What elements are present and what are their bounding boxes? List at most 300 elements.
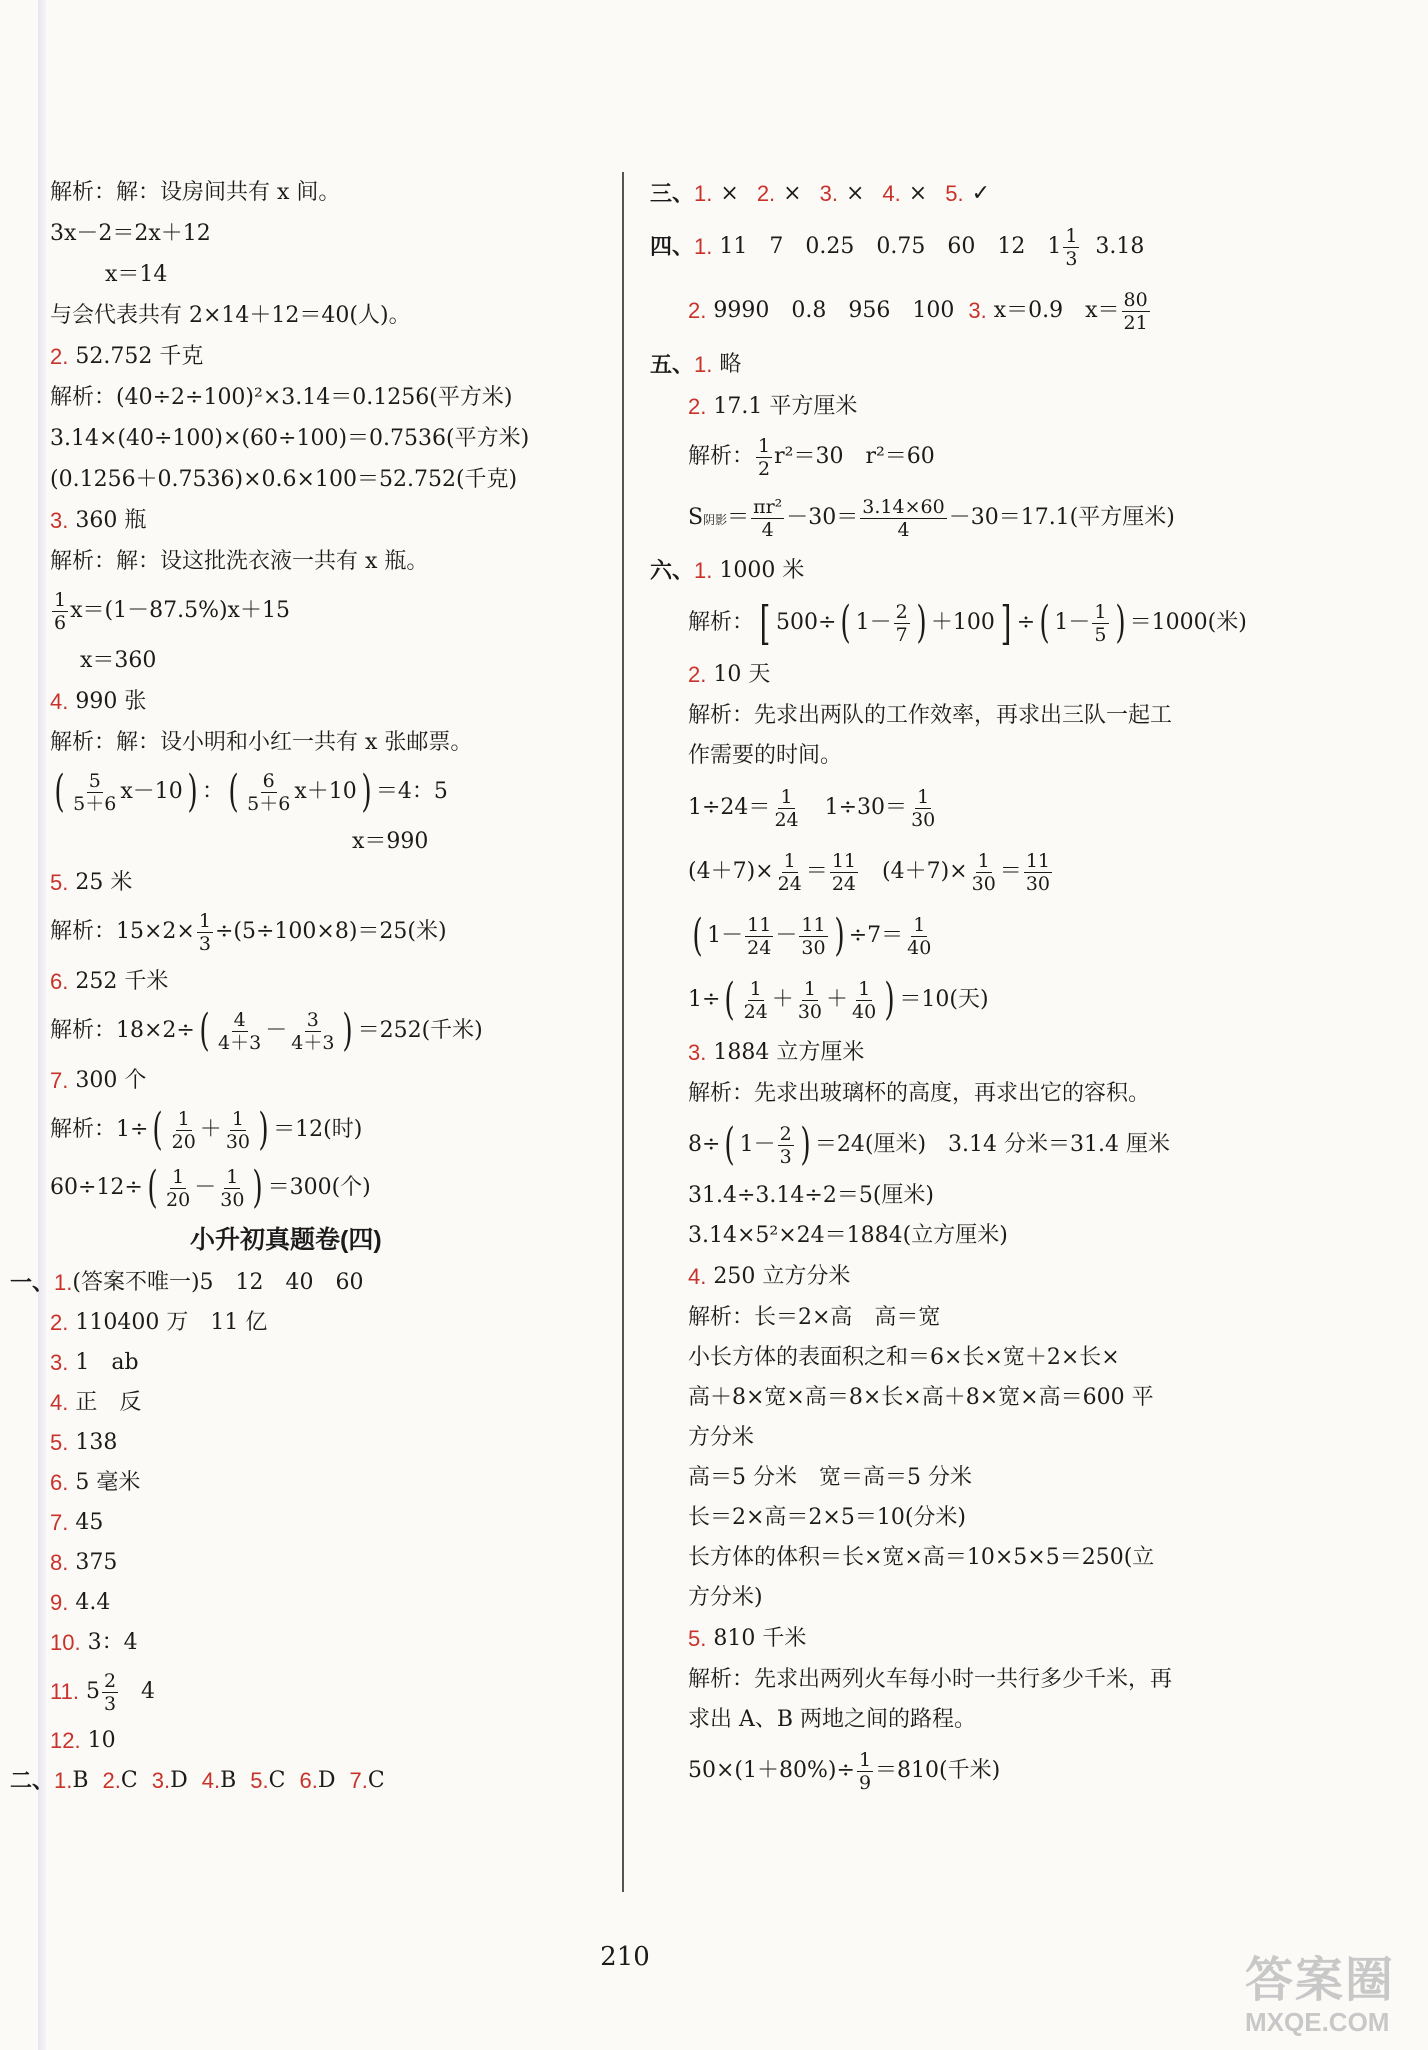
equation-line	[50, 1159, 610, 1217]
solution-text: 解析：先求出玻璃杯的高度，再求出它的容积。	[688, 1081, 1151, 1106]
solution-text: 高＝5 分米 宽＝高＝5 分米	[688, 1465, 972, 1490]
section-label: 三、	[650, 181, 695, 207]
left-bracket: [	[759, 596, 771, 650]
text-line	[650, 736, 1350, 776]
fraction-denominator: 5	[1094, 623, 1107, 646]
text-line	[650, 1378, 1350, 1418]
equation-line	[50, 640, 610, 681]
equation-line	[50, 582, 610, 640]
solution-text: －	[265, 1018, 288, 1043]
fraction	[830, 850, 858, 895]
answer-line	[50, 1060, 610, 1101]
left-paren: (	[840, 597, 852, 648]
fraction-denominator: 6	[54, 611, 67, 634]
fraction	[224, 1108, 252, 1153]
fraction	[796, 978, 824, 1023]
solution-text: 高＋8×宽×高＝8×长×高＋8×宽×高＝600 平	[688, 1385, 1154, 1410]
solution-text: －	[775, 923, 798, 948]
solution-text: ＝300(个)	[267, 1175, 371, 1200]
fraction-numerator: 11	[831, 849, 856, 872]
question-number: 3.	[688, 1040, 707, 1065]
fraction-numerator: 3	[306, 1008, 319, 1031]
left-paren: (	[199, 1005, 210, 1056]
solution-text: S	[688, 505, 704, 530]
equation: x＝14	[105, 261, 168, 287]
answer-text: 1 ab	[75, 1350, 139, 1375]
fraction-numerator: 1	[54, 588, 67, 611]
equation-line	[650, 1114, 1350, 1176]
solution-text: 小长方体的表面积之和＝6×长×宽＋2×长×	[688, 1345, 1120, 1370]
section-label: 五、	[650, 352, 695, 378]
fraction-numerator: 1	[977, 849, 990, 872]
answer-text: x＝0.9 x＝	[993, 298, 1120, 323]
question-number: 4.	[50, 1390, 69, 1415]
text-line	[650, 1700, 1350, 1740]
solution-text: ＋	[826, 987, 849, 1012]
answer-line	[50, 1343, 610, 1383]
answer-line	[650, 216, 1350, 278]
question-number: 6.	[50, 968, 69, 994]
equation-line	[50, 1101, 610, 1159]
solution-text: 1－	[707, 923, 744, 948]
fraction-numerator: 2	[779, 1122, 792, 1145]
answer-text: 360 瓶	[75, 507, 147, 533]
equation: x＋10	[294, 779, 357, 804]
fraction-numerator: 1	[758, 434, 771, 457]
fraction-numerator: 1	[913, 913, 926, 936]
watermark-url: MXQE.COM	[1245, 2007, 1390, 2037]
fraction-denominator: 24	[747, 936, 772, 959]
solution-text: 解析：15×2×	[50, 919, 195, 944]
question-number: 9.	[50, 1590, 69, 1615]
fraction	[850, 978, 878, 1023]
fraction-numerator: 1	[231, 1107, 244, 1130]
fraction	[905, 914, 933, 959]
question-number: 2.	[756, 181, 776, 206]
answer-line	[50, 862, 610, 903]
answer-line	[50, 1423, 610, 1463]
fraction	[857, 1749, 873, 1794]
section-label: 六、	[650, 558, 695, 584]
tf-answer-row	[650, 172, 1350, 216]
fraction-denominator: 5＋6	[73, 792, 117, 815]
answer-text: 略	[719, 352, 742, 377]
fraction-numerator: 1	[858, 977, 871, 1000]
question-number: 3.	[819, 181, 838, 206]
solution-text: 长方体的体积＝长×宽×高＝10×5×5＝250(立	[688, 1545, 1155, 1570]
fraction-numerator: 80	[1123, 288, 1148, 311]
question-number: 5.	[50, 1430, 69, 1455]
section-label: 四、	[650, 234, 695, 260]
fraction-numerator: 1	[198, 909, 211, 932]
answer-text: 25 米	[75, 869, 133, 895]
answer-text: 4.4	[75, 1590, 111, 1615]
choice-answer: C	[367, 1768, 385, 1793]
fraction-numerator: 1	[783, 849, 796, 872]
answer-line	[650, 278, 1350, 344]
fraction	[909, 786, 937, 831]
solution-text: 解析：解：设小明和小红一共有 x 张邮票。	[50, 729, 473, 755]
solution-text: 解析：	[688, 610, 755, 635]
fraction-denominator: 3	[103, 1692, 117, 1715]
fraction-denominator: 24	[774, 808, 799, 831]
subscript: 阴影	[703, 513, 728, 527]
solution-text: －30＝	[786, 505, 859, 530]
right-paren: )	[916, 597, 927, 648]
fraction-denominator: 40	[907, 936, 932, 959]
left-paren: (	[724, 1119, 736, 1170]
text-line	[50, 418, 610, 459]
solution-text: 1－	[739, 1132, 776, 1157]
choice-answer: C	[268, 1768, 286, 1793]
fraction-numerator: πr²	[753, 495, 783, 518]
solution-text: 60÷12÷	[50, 1175, 143, 1200]
text-line	[50, 459, 610, 500]
question-number: 1.	[694, 234, 713, 259]
solution-text: 31.4÷3.14÷2＝5(厘米)	[688, 1183, 934, 1208]
question-number: 11.	[50, 1679, 79, 1704]
text-line	[650, 1176, 1350, 1216]
answer-text: 3：4	[87, 1630, 138, 1655]
fraction-denominator: 30	[801, 936, 826, 959]
fraction-denominator: 24	[831, 872, 856, 895]
solution-text: 8÷	[688, 1132, 721, 1157]
answer-line	[650, 654, 1350, 696]
fraction-denominator: 7	[895, 623, 908, 646]
fraction-numerator: 1	[803, 977, 816, 1000]
answer-line	[650, 1032, 1350, 1074]
answer-line	[650, 386, 1350, 428]
fraction-numerator: 1	[780, 785, 793, 808]
question-number: 1.	[54, 1270, 73, 1295]
solution-text: 长＝2×高＝2×5＝10(分米)	[688, 1505, 967, 1530]
answer-line	[50, 1623, 610, 1663]
fraction	[970, 850, 998, 895]
left-paren: (	[54, 766, 65, 817]
fraction	[1092, 601, 1108, 646]
answer-line	[50, 681, 610, 722]
equation-line	[650, 592, 1350, 654]
solution-text: ＝	[727, 505, 750, 530]
solution-text: 3.14×(40÷100)×(60÷100)＝0.7536(平方米)	[50, 425, 530, 451]
equation-line	[50, 1002, 610, 1060]
answer-line	[50, 1721, 610, 1761]
answer-text: 45	[75, 1510, 104, 1535]
fraction-denominator: 3	[1065, 247, 1078, 270]
solution-text: 1÷	[688, 987, 721, 1012]
equation: x－10	[120, 779, 183, 804]
question-number: 2.	[50, 343, 69, 369]
fraction	[289, 1009, 336, 1054]
answer-line	[50, 336, 610, 377]
text-line	[650, 1074, 1350, 1114]
solution-text: 方分米	[688, 1425, 755, 1450]
text-line	[650, 1498, 1350, 1538]
left-paren: (	[228, 766, 239, 817]
solution-text: (4＋7)×	[860, 859, 968, 884]
solution-text: 解析：解：设这批洗衣液一共有 x 瓶。	[50, 548, 429, 574]
fraction-denominator: 30	[971, 872, 996, 895]
fraction-denominator: 30	[220, 1188, 245, 1211]
solution-text: (4＋7)×	[688, 859, 774, 884]
question-number: 7.	[50, 1510, 69, 1535]
solution-text: －30＝17.1(平方厘米)	[948, 505, 1175, 530]
fraction-numerator: 1	[226, 1165, 239, 1188]
fraction-numerator: 1	[749, 977, 762, 1000]
answer-text: 9990 0.8 956 100	[713, 298, 955, 323]
solution-text: 解析：解：设房间共有 x 间。	[50, 179, 341, 205]
fraction-denominator: 21	[1123, 311, 1148, 334]
question-number: 2.	[688, 394, 707, 419]
watermark-logo	[1245, 1955, 1395, 2037]
fraction-denominator: 3	[198, 932, 211, 955]
equation: 3x－2＝2x＋12	[50, 220, 211, 246]
question-number: 7.	[349, 1768, 368, 1793]
answer-line	[650, 1618, 1350, 1660]
fraction	[778, 1123, 794, 1168]
watermark-text: 答案圈	[1245, 1954, 1396, 2007]
answer-text: 990 张	[75, 688, 147, 714]
question-number: 10.	[50, 1630, 81, 1655]
question-number: 1.	[694, 558, 713, 583]
question-number: 5.	[945, 181, 964, 206]
fraction-numerator: 1	[177, 1107, 190, 1130]
left-paren: (	[724, 974, 736, 1025]
fraction	[799, 914, 827, 959]
solution-text: ＝1000(米)	[1129, 610, 1247, 635]
equation: x＝(1－87.5%)x＋15	[70, 598, 290, 623]
solution-text: 1－	[855, 610, 892, 635]
text-line	[650, 1338, 1350, 1378]
text-line	[650, 696, 1350, 736]
choice-answer: B	[220, 1768, 237, 1793]
fraction-numerator: 1	[917, 785, 930, 808]
fraction-denominator: 4	[897, 518, 910, 541]
solution-text: (0.1256＋0.7536)×0.6×100＝52.752(千克)	[50, 466, 518, 492]
fraction	[742, 978, 770, 1023]
equation-line	[650, 968, 1350, 1032]
equation-line	[50, 254, 610, 295]
solution-text: ＝12(时)	[273, 1117, 363, 1142]
equation: ：	[201, 779, 224, 804]
equation-line	[650, 904, 1350, 968]
solution-text: ＝	[999, 859, 1022, 884]
fraction-denominator: 20	[166, 1188, 191, 1211]
question-number: 6.	[50, 1470, 69, 1495]
right-paren: )	[800, 1119, 811, 1170]
fraction	[245, 770, 292, 815]
solution-text: 3.14×5²×24＝1884(立方厘米)	[688, 1223, 1008, 1248]
left-paren: (	[147, 1162, 158, 1213]
text-line	[650, 1660, 1350, 1700]
solution-text: ＝24(厘米) 3.14 分米＝31.4 厘米	[814, 1132, 1170, 1157]
answer-text: 10 天	[713, 662, 771, 687]
solution-text: 解析：(40÷2÷100)²×3.14＝0.1256(平方米)	[50, 384, 513, 410]
equation-line	[650, 486, 1350, 550]
fraction-numerator: 4	[233, 1008, 246, 1031]
solution-text: 50×(1＋80%)÷	[688, 1758, 855, 1783]
answer-text: 10	[87, 1728, 116, 1753]
fraction	[170, 1108, 198, 1153]
answer-text: 5 毫米	[75, 1470, 141, 1495]
fraction	[52, 589, 68, 634]
question-number: 6.	[299, 1768, 318, 1793]
choice-answer: B	[72, 1768, 89, 1793]
page-title: 小升初真题卷(四)	[190, 1226, 382, 1254]
solution-text: ＝810(千米)	[875, 1758, 1001, 1783]
left-paren: (	[1039, 597, 1050, 648]
cross-icon: ×	[783, 181, 802, 206]
fraction	[71, 770, 118, 815]
fraction	[776, 850, 804, 895]
cross-icon: ×	[908, 181, 928, 206]
solution-text: 1÷30＝	[802, 795, 908, 820]
solution-text: ＝252(千米)	[357, 1018, 483, 1043]
answer-text: 52.752 千克	[75, 343, 204, 369]
cross-icon: ×	[845, 181, 865, 206]
question-number: 7.	[50, 1067, 69, 1093]
answer-line	[50, 1383, 610, 1423]
answer-text: 138	[75, 1430, 118, 1455]
answer-line	[50, 961, 610, 1002]
question-number: 5.	[250, 1768, 269, 1793]
answer-text: 110400 万 11 亿	[75, 1310, 268, 1335]
answer-text: 375	[75, 1550, 118, 1575]
solution-text: 1－	[1054, 610, 1091, 635]
equation-line	[650, 428, 1350, 486]
question-number: 3.	[50, 507, 69, 533]
question-number: 1.	[54, 1768, 73, 1793]
fraction	[1063, 225, 1079, 270]
fraction	[197, 910, 213, 955]
right-bracket: ]	[1000, 596, 1012, 650]
right-paren: )	[361, 766, 372, 817]
fraction-numerator: 11	[801, 913, 826, 936]
fraction	[772, 786, 800, 831]
fraction-numerator: 1	[1065, 224, 1078, 247]
fraction-denominator: 5＋6	[247, 792, 291, 815]
text-line	[650, 1418, 1350, 1458]
question-number: 4.	[688, 1264, 707, 1289]
fraction-denominator: 9	[858, 1771, 872, 1794]
solution-text: 解析：	[688, 444, 755, 469]
question-number: 4.	[882, 181, 901, 206]
section-label: 二、	[10, 1768, 55, 1794]
solution-text: 解析：先求出两队的工作效率，再求出三队一起工	[688, 703, 1173, 728]
answer-line	[50, 1463, 610, 1503]
solution-text: ＋	[199, 1117, 222, 1142]
fraction-denominator: 4＋3	[218, 1031, 262, 1054]
section-label: 一、	[10, 1270, 55, 1296]
text-line	[50, 295, 610, 336]
fraction	[1122, 289, 1150, 334]
answer-line	[50, 1503, 610, 1543]
fraction-denominator: 20	[171, 1130, 196, 1153]
right-paren: )	[884, 974, 895, 1025]
answer-line	[50, 500, 610, 541]
answer-line	[50, 1583, 610, 1623]
question-number: 3.	[968, 298, 987, 323]
solution-text: r²＝30 r²＝60	[774, 444, 935, 469]
fraction	[894, 601, 910, 646]
fraction	[102, 1670, 118, 1715]
fraction-numerator: 1	[1094, 600, 1107, 623]
fraction-numerator: 6	[262, 769, 275, 792]
fraction-numerator: 1	[858, 1748, 872, 1771]
choice-answer: D	[317, 1768, 336, 1793]
solution-text: 解析：先求出两列火车每小时一共行多少千米，再	[688, 1667, 1173, 1692]
fraction-denominator: 24	[777, 872, 802, 895]
solution-text: ＝	[805, 859, 828, 884]
answer-text: 1884 立方厘米	[713, 1040, 865, 1065]
fraction-numerator: 2	[103, 1669, 117, 1692]
question-number: 1.	[694, 352, 713, 377]
fraction-numerator: 11	[1025, 849, 1050, 872]
question-number: 4.	[50, 688, 69, 714]
fraction-denominator: 2	[758, 457, 771, 480]
right-column	[650, 172, 1350, 1802]
equation-line	[650, 776, 1350, 840]
answer-line	[50, 1663, 610, 1721]
answer-line	[650, 344, 1350, 386]
answer-text: 4	[141, 1679, 156, 1704]
question-number: 3.	[151, 1768, 171, 1793]
solution-text: 方分米)	[688, 1585, 763, 1610]
fraction-denominator: 30	[225, 1130, 250, 1153]
page-edge-shadow	[38, 0, 46, 2050]
solution-text: 解析：1÷	[50, 1117, 149, 1142]
choice-answer: D	[170, 1768, 188, 1793]
section-title	[50, 1217, 610, 1263]
page-number: 210	[600, 1942, 650, 1972]
equation-line	[50, 763, 610, 821]
answer-text: 3.18	[1095, 234, 1145, 259]
question-number: 12.	[50, 1728, 81, 1753]
question-number: 5.	[50, 869, 69, 895]
answer-text: 11 7 0.25 0.75 60 12 1	[719, 234, 1062, 259]
right-paren: )	[258, 1104, 269, 1155]
choice-answer: C	[120, 1768, 138, 1793]
text-line	[650, 1298, 1350, 1338]
fraction-numerator: 5	[88, 769, 101, 792]
fraction-denominator: 30	[797, 1000, 822, 1023]
answer-text: 17.1 平方厘米	[713, 394, 858, 419]
question-number: 5.	[688, 1626, 707, 1651]
text-line	[50, 541, 610, 582]
text-line	[650, 1458, 1350, 1498]
cross-icon: ×	[720, 181, 739, 206]
text-line	[650, 1538, 1350, 1578]
fraction-denominator: 3	[779, 1145, 792, 1168]
text-line	[50, 377, 610, 418]
answer-text: (答案不唯一)5 12 40 60	[72, 1270, 364, 1295]
fraction	[216, 1009, 263, 1054]
left-column	[10, 172, 610, 1801]
fraction-numerator: 11	[747, 913, 772, 936]
question-number: 3.	[50, 1350, 69, 1375]
right-paren: )	[252, 1162, 264, 1213]
solution-text: ＋	[771, 987, 794, 1012]
fraction	[756, 435, 772, 480]
fraction	[860, 496, 946, 541]
fraction-denominator: 4	[761, 518, 774, 541]
solution-text: ÷(5÷100×8)＝25(米)	[214, 919, 447, 944]
answer-text: 250 立方分米	[713, 1264, 851, 1289]
equation-line	[650, 840, 1350, 904]
answer-text: 252 千米	[75, 968, 169, 994]
answer-line	[10, 1263, 610, 1303]
fraction-denominator: 40	[852, 1000, 877, 1023]
